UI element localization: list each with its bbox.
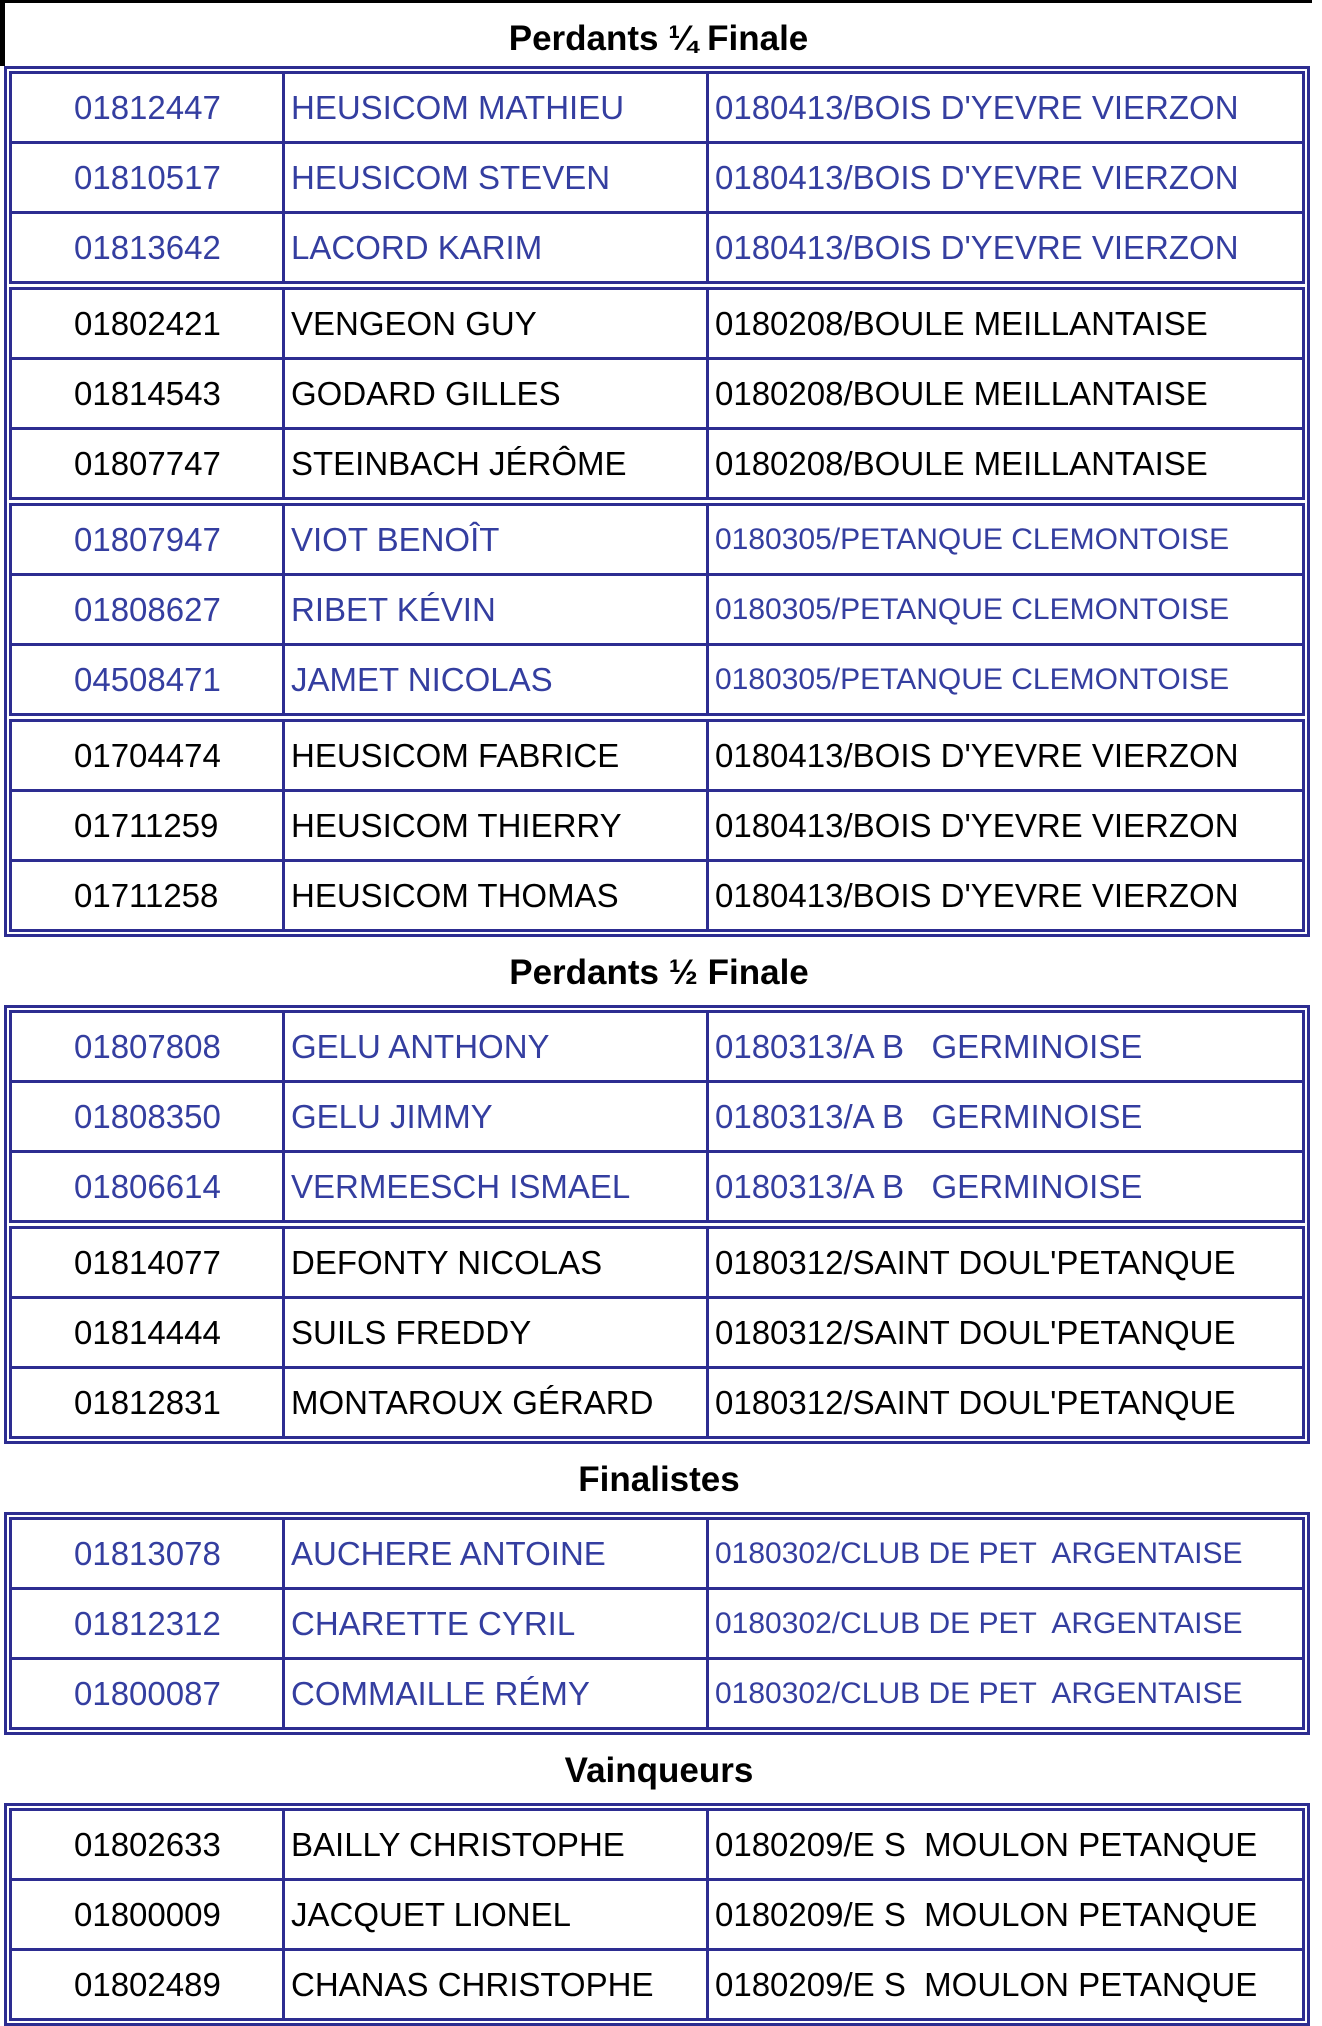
table-row bbox=[12, 1366, 1302, 1436]
licence-cell: 01814444 bbox=[12, 1299, 285, 1366]
team-group bbox=[9, 1808, 1305, 2021]
licence-cell: 01810517 bbox=[12, 144, 285, 211]
player-name-cell: GODARD GILLES bbox=[285, 360, 709, 427]
team-group bbox=[9, 71, 1305, 284]
table-row bbox=[12, 211, 1302, 281]
licence-cell: 01802421 bbox=[12, 290, 285, 357]
club-cell: 0180305/PETANQUE CLEMONTOISE bbox=[715, 592, 1230, 626]
section-title: Perdants ¼ Finale bbox=[0, 0, 1312, 66]
club-cell: 0180413/BOIS D'YEVRE VIERZON bbox=[715, 736, 1239, 774]
licence-cell: 01806614 bbox=[12, 1153, 285, 1220]
table-row bbox=[12, 506, 1302, 573]
licence-cell: 01802489 bbox=[12, 1951, 285, 2018]
licence-cell: 01808350 bbox=[12, 1083, 285, 1150]
club-cell: 0180208/BOULE MEILLANTAISE bbox=[715, 304, 1208, 342]
club-cell: 0180312/SAINT DOUL'PETANQUE bbox=[715, 1243, 1236, 1281]
table-row bbox=[12, 1811, 1302, 1878]
results-table bbox=[4, 1005, 1310, 1444]
licence-cell: 01711259 bbox=[12, 792, 285, 859]
team-group bbox=[9, 503, 1305, 716]
player-name-cell: VENGEON GUY bbox=[285, 290, 709, 357]
player-name-cell: HEUSICOM THOMAS bbox=[285, 862, 709, 929]
club-cell: 0180302/CLUB DE PET ARGENTAISE bbox=[715, 1676, 1243, 1710]
table-row bbox=[12, 1587, 1302, 1657]
results-table bbox=[4, 1803, 1310, 2026]
player-name-cell: GELU JIMMY bbox=[285, 1083, 709, 1150]
section-title: Perdants ½ Finale bbox=[509, 953, 809, 992]
player-name-cell: HEUSICOM STEVEN bbox=[285, 144, 709, 211]
table-row bbox=[12, 290, 1302, 357]
licence-cell: 01800087 bbox=[12, 1660, 285, 1727]
licence-cell: 01807808 bbox=[12, 1013, 285, 1080]
table-row bbox=[12, 789, 1302, 859]
club-cell: 0180302/CLUB DE PET ARGENTAISE bbox=[715, 1536, 1243, 1570]
player-name-cell: HEUSICOM MATHIEU bbox=[285, 74, 709, 141]
club-cell: 0180305/PETANQUE CLEMONTOISE bbox=[715, 522, 1230, 556]
club-cell: 0180413/BOIS D'YEVRE VIERZON bbox=[715, 228, 1239, 266]
licence-cell: 01814543 bbox=[12, 360, 285, 427]
player-name-cell: DEFONTY NICOLAS bbox=[285, 1229, 709, 1296]
table-row bbox=[12, 722, 1302, 789]
player-name-cell: JACQUET LIONEL bbox=[285, 1881, 709, 1948]
player-name-cell: VERMEESCH ISMAEL bbox=[285, 1153, 709, 1220]
player-name-cell: GELU ANTHONY bbox=[285, 1013, 709, 1080]
licence-cell: 04508471 bbox=[12, 646, 285, 713]
licence-cell: 01813642 bbox=[12, 214, 285, 281]
licence-cell: 01711258 bbox=[12, 862, 285, 929]
table-row bbox=[12, 1878, 1302, 1948]
licence-cell: 01813078 bbox=[12, 1520, 285, 1587]
club-cell: 0180312/SAINT DOUL'PETANQUE bbox=[715, 1313, 1236, 1351]
player-name-cell: HEUSICOM THIERRY bbox=[285, 792, 709, 859]
licence-cell: 01800009 bbox=[12, 1881, 285, 1948]
results-table bbox=[4, 1512, 1310, 1735]
player-name-cell: RIBET KÉVIN bbox=[285, 576, 709, 643]
club-cell: 0180305/PETANQUE CLEMONTOISE bbox=[715, 662, 1230, 696]
club-cell: 0180209/E S MOULON PETANQUE bbox=[715, 1965, 1258, 2003]
club-cell: 0180209/E S MOULON PETANQUE bbox=[715, 1825, 1258, 1863]
licence-cell: 01814077 bbox=[12, 1229, 285, 1296]
section-title: Finalistes bbox=[578, 1460, 740, 1499]
table-row bbox=[12, 573, 1302, 643]
table-row bbox=[12, 74, 1302, 141]
player-name-cell: VIOT BENOÎT bbox=[285, 506, 709, 573]
licence-cell: 01807747 bbox=[12, 430, 285, 497]
table-row bbox=[12, 859, 1302, 929]
player-name-cell: JAMET NICOLAS bbox=[285, 646, 709, 713]
club-cell: 0180313/A B GERMINOISE bbox=[715, 1167, 1143, 1205]
results-table bbox=[4, 66, 1310, 937]
table-row bbox=[12, 357, 1302, 427]
player-name-cell: LACORD KARIM bbox=[285, 214, 709, 281]
player-name-cell: HEUSICOM FABRICE bbox=[285, 722, 709, 789]
club-cell: 0180312/SAINT DOUL'PETANQUE bbox=[715, 1383, 1236, 1421]
licence-cell: 01808627 bbox=[12, 576, 285, 643]
club-cell: 0180413/BOIS D'YEVRE VIERZON bbox=[715, 158, 1239, 196]
licence-cell: 01812447 bbox=[12, 74, 285, 141]
table-row bbox=[12, 1150, 1302, 1220]
club-cell: 0180208/BOULE MEILLANTAISE bbox=[715, 374, 1208, 412]
table-row bbox=[12, 141, 1302, 211]
table-row bbox=[12, 1229, 1302, 1296]
player-name-cell: CHARETTE CYRIL bbox=[285, 1590, 709, 1657]
club-cell: 0180313/A B GERMINOISE bbox=[715, 1027, 1143, 1065]
team-group bbox=[9, 1226, 1305, 1439]
team-group bbox=[9, 1517, 1305, 1730]
table-row bbox=[12, 427, 1302, 497]
table-row bbox=[12, 1080, 1302, 1150]
player-name-cell: COMMAILLE RÉMY bbox=[285, 1660, 709, 1727]
player-name-cell: MONTAROUX GÉRARD bbox=[285, 1369, 709, 1436]
table-row bbox=[12, 1520, 1302, 1587]
team-group bbox=[9, 1010, 1305, 1223]
team-group bbox=[9, 287, 1305, 500]
licence-cell: 01812312 bbox=[12, 1590, 285, 1657]
section-title: Vainqueurs bbox=[564, 1751, 754, 1790]
club-cell: 0180413/BOIS D'YEVRE VIERZON bbox=[715, 88, 1239, 126]
club-cell: 0180413/BOIS D'YEVRE VIERZON bbox=[715, 876, 1239, 914]
licence-cell: 01704474 bbox=[12, 722, 285, 789]
player-name-cell: STEINBACH JÉRÔME bbox=[285, 430, 709, 497]
club-cell: 0180302/CLUB DE PET ARGENTAISE bbox=[715, 1606, 1243, 1640]
licence-cell: 01802633 bbox=[12, 1811, 285, 1878]
player-name-cell: SUILS FREDDY bbox=[285, 1299, 709, 1366]
licence-cell: 01807947 bbox=[12, 506, 285, 573]
table-row bbox=[12, 1657, 1302, 1727]
club-cell: 0180209/E S MOULON PETANQUE bbox=[715, 1895, 1258, 1933]
player-name-cell: CHANAS CHRISTOPHE bbox=[285, 1951, 709, 2018]
club-cell: 0180313/A B GERMINOISE bbox=[715, 1097, 1143, 1135]
table-row bbox=[12, 1013, 1302, 1080]
team-group bbox=[9, 719, 1305, 932]
player-name-cell: BAILLY CHRISTOPHE bbox=[285, 1811, 709, 1878]
club-cell: 0180208/BOULE MEILLANTAISE bbox=[715, 444, 1208, 482]
player-name-cell: AUCHERE ANTOINE bbox=[285, 1520, 709, 1587]
licence-cell: 01812831 bbox=[12, 1369, 285, 1436]
table-row bbox=[12, 1296, 1302, 1366]
club-cell: 0180413/BOIS D'YEVRE VIERZON bbox=[715, 806, 1239, 844]
table-row bbox=[12, 643, 1302, 713]
table-row bbox=[12, 1948, 1302, 2018]
